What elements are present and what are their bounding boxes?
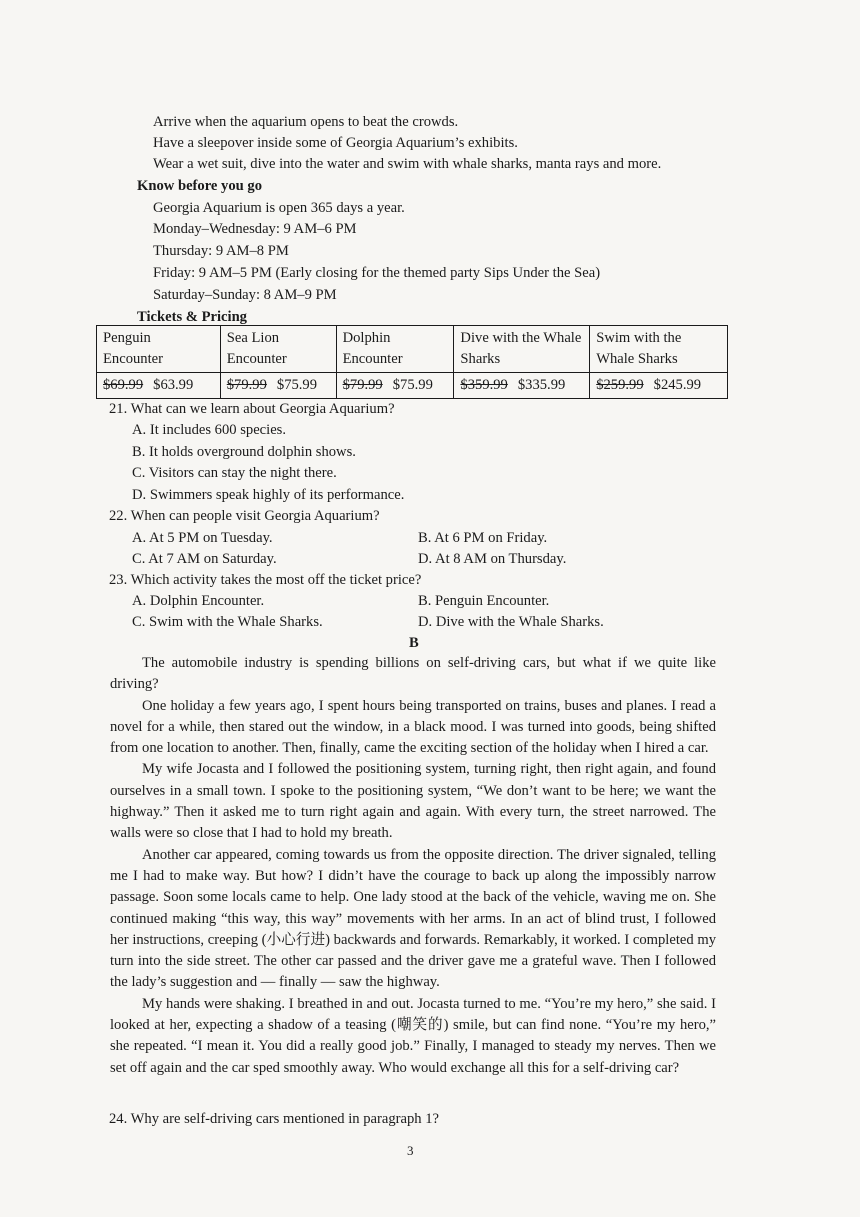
q23-option-b: B. Penguin Encounter. [418,593,550,609]
ticket-name-cell: Dive with the Whale Sharks [454,326,590,373]
tickets-names-row [97,326,728,373]
old-price: $79.99 [342,377,383,393]
passage-paragraph-4: Another car appeared, coming towards us from the opposite direction. The driver signaled, telling me I had to make way. But how? I didn’t have the courage to back up along the impossibly narrow passage. Soon some locals came to help. One lady stood at the back of the vehicle, waving me on. She continued making “this way, this way” movements with her arms. In an act of blind trust, I followed her instructions, creeping (小心行进) backwards and forwards. Remarkably, it worked. I completed my turn into the side street. The other car passed and the driver gave me a grateful wave. Then I followed the lady’s suggestion and — finally — saw the highway. [110,846,716,991]
hours-line-5: Saturday–Sunday: 8 AM–9 PM [153,287,337,303]
passage-paragraph-1: The automobile industry is spending billions on self-driving cars, but what if we quite like driving? [110,655,716,693]
passage-paragraph-5: My hands were shaking. I breathed in and out. Jocasta turned to me. “You’re my hero,” she said. I looked at her, expecting a shadow of a teasing (嘲笑的) smile, but can find none. “You’re my hero,” she repeated. “I mean it. You did a really good job.” Finally, I managed to steady my nerves. Then we set off again and the car sped smoothly away. Who would exchange all this for a self-driving car? [110,995,716,1076]
passage-paragraph-3: My wife Jocasta and I followed the positioning system, turning right, then right again, and found ourselves in a small town. I spoke to the positioning system, “We don’t want to be here; we want the highway.” Then it asked me to turn right again and again. With every turn, the street narrowed. The walls were so close that I had to hold my breath. [110,761,716,842]
tickets-heading: Tickets & Pricing [137,309,247,325]
know-heading: Know before you go [137,178,262,194]
hours-line-3: Thursday: 9 AM–8 PM [153,243,289,259]
q21-stem: 21. What can we learn about Georgia Aquarium? [109,401,395,417]
passage-b [110,653,716,1079]
page-number: 3 [407,1143,414,1158]
hours-line-4: Friday: 9 AM–5 PM (Early closing for the themed party Sips Under the Sea) [153,265,601,281]
q22-stem: 22. When can people visit Georgia Aquarium? [109,508,380,524]
ticket-price-cell [336,373,454,399]
hours-line-1: Georgia Aquarium is open 365 days a year. [153,200,405,216]
intro-line-1: Arrive when the aquarium opens to beat the crowds. [153,114,459,130]
q23-option-a: A. Dolphin Encounter. [132,593,265,609]
q23-option-c: C. Swim with the Whale Sharks. [132,614,323,630]
ticket-price-cell [454,373,590,399]
old-price: $69.99 [103,377,144,393]
old-price: $259.99 [596,377,644,393]
hours-line-2: Monday–Wednesday: 9 AM–6 PM [153,221,357,237]
q22-option-c: C. At 7 AM on Saturday. [132,551,277,567]
ticket-price-cell [220,373,336,399]
q21-option-b: B. It holds overground dolphin shows. [132,444,356,460]
tickets-price-row [97,373,728,399]
old-price: $359.99 [460,377,508,393]
ticket-name-cell: Penguin Encounter [97,326,221,373]
q22-option-a: A. At 5 PM on Tuesday. [132,530,273,546]
q21-option-a: A. It includes 600 species. [132,422,287,438]
new-price: $75.99 [392,377,433,393]
q22-option-b: B. At 6 PM on Friday. [418,530,548,546]
q23-stem: 23. Which activity takes the most off the ticket price? [109,572,422,588]
ticket-name-cell: Dolphin Encounter [336,326,454,373]
intro-line-2: Have a sleepover inside some of Georgia Aquarium’s exhibits. [153,135,518,151]
old-price: $79.99 [226,377,267,393]
ticket-name-cell: Swim with the Whale Sharks [590,326,728,373]
ticket-price-cell [97,373,221,399]
q21-option-c: C. Visitors can stay the night there. [132,465,337,481]
q23-option-d: D. Dive with the Whale Sharks. [418,614,604,630]
new-price: $63.99 [153,377,194,393]
passage-paragraph-2: One holiday a few years ago, I spent hours being transported on trains, buses and planes. I read a novel for a while, then stared out the window, in a black mood. I was turned into goods, being shifted from one location to another. Then, finally, came the exciting section of the holiday when I hired a car. [110,697,716,757]
new-price: $75.99 [276,377,318,393]
new-price: $335.99 [517,377,566,393]
q24-stem: 24. Why are self-driving cars mentioned in paragraph 1? [109,1111,439,1127]
intro-line-3: Wear a wet suit, dive into the water and swim with whale sharks, manta rays and more. [153,156,662,172]
new-price: $245.99 [653,377,702,393]
ticket-name-cell: Sea Lion Encounter [220,326,336,373]
q21-option-d: D. Swimmers speak highly of its performance. [132,487,405,503]
section-b-heading: B [409,635,419,651]
tickets-table [96,325,728,399]
q22-option-d: D. At 8 AM on Thursday. [418,551,567,567]
ticket-price-cell [590,373,728,399]
